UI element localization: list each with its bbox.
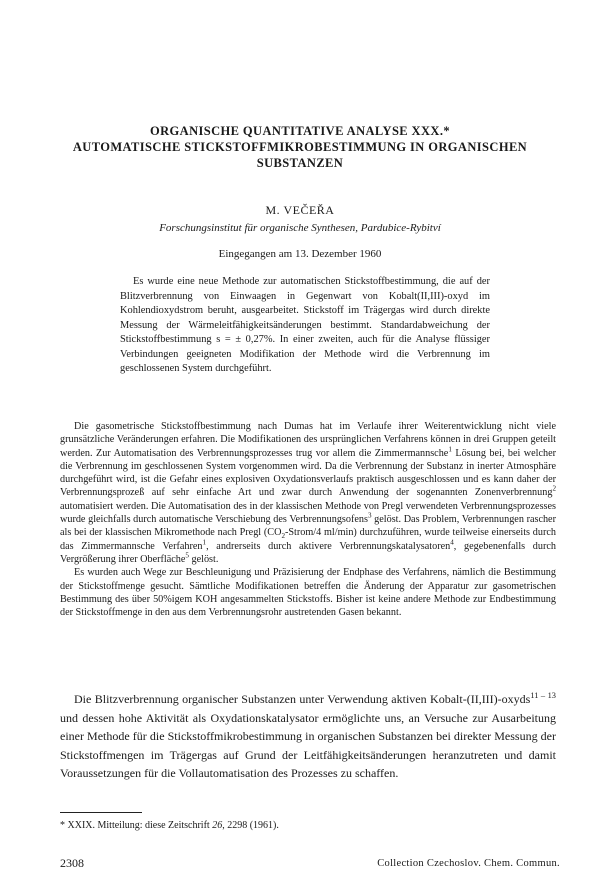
- author: M. VEČEŘA: [265, 203, 335, 217]
- footnote-rule: [60, 812, 142, 813]
- body-large-text: [60, 690, 556, 783]
- abstract: [120, 275, 490, 377]
- paragraph-3: Die Blitzverbrennung organischer Substanzen unter Verwendung aktiven Kobalt-(II,III)-oxyds$^{11 - 13}$ und dessen hohe Aktivität als Oxydationskatalysator ermöglichte uns, an Versuche zur Ausarbeitung einer Methode für die Stickstoffmikrobestimmung in organischen Substanzen bei direkter Messung der Stickstoffmengen im Trägergas auf Grund der Leitfähigkeitsänderungen heranzutreten und damit Voraussetzungen für die Vollautomatisation des Prozesses zu schaffen.: [60, 691, 556, 781]
- received-date: Eingegangen am 13. Dezember 1960: [218, 248, 382, 260]
- paragraph-1: Die gasometrische Stickstoffbestimmung nach Dumas hat im Verlaufe ihrer Weiterentwicklung nicht viele grunsätzliche Veränderungen erfahren. Die Modifikationen des ursprünglichen Verfahrens können in drei Gruppen geteilt werden. Zur Automatisation des Verbrennungsprozesses trug vor allem die Zimmermannsche$^1$ Lösung bei, bei welcher die Verbrennung im geschlossenen System vorgenommen wird. Da die Verbrennung der Substanz in inerter Atmosphäre durchgeführt wird, ist die Gefahr eines explosiven Oxydationsverlaufs praktisch ausgeschlossen und es kann daher der Verbrennungsprozeß auf sehr einfache Art und zwar durch Anwendung der sogenannten Zonenverbrennung$^2$ automatisiert werden. Die Automatisation des in der klassischen Methode von Pregl verwendeten Verbrennungsprozesses wurde gleichfalls durch automatische Verschiebung des Verbrennungsofens$^3$ gelöst. Das Problem, Verbrennungen rascher als bei der klassischen Mikromethode nach Pregl ($CO_2-Strom/4$ ml/min) durchzuführen, wurde teilweise einerseits durch das Zimmermannsche Verfahren$^1$, andrerseits durch aktivere Verbrennungskatalysatoren$^4$, gegebenenfalls durch Vergrößerung ihrer Oberfläche$^5$ gelöst.: [60, 421, 557, 565]
- paragraph-2: Es wurden auch Wege zur Beschleunigung und Präzisierung der Endphase des Verfahrens, nämlich die Bestimmung der Stickstoffmenge gesucht. Sämtliche Modifikationen betreffen die Änderung der Apparatur zur gasometrischen Bestimmung des über 50%igem KOH angesammelten Stickstoffs. Bisher ist keine andere Methode zur Endbestimmung der Stickstoffmenge in den aus dem Verbrennungsrohr austretenden Gasen bekannt.: [60, 567, 556, 619]
- article-title: [40, 123, 560, 171]
- footnote: * XXIX. Mitteilung: diese Zeitschrift 26, 2298 (1961).: [60, 820, 279, 831]
- page-number: 2308: [60, 856, 84, 870]
- journal-name: Collection Czechoslov. Chem. Commun.: [377, 858, 560, 869]
- affiliation: Forschungsinstitut für organische Synthesen, Pardubice-Rybitví: [159, 222, 441, 234]
- body-small-text: [60, 420, 556, 619]
- title-line-1: ORGANISCHE QUANTITATIVE ANALYSE XXX.*: [149, 124, 451, 138]
- title-line-3: SUBSTANZEN: [256, 156, 344, 170]
- title-line-2: AUTOMATISCHE STICKSTOFFMIKROBESTIMMUNG IN ORGANISCHEN: [72, 140, 528, 154]
- abstract-text: Es wurde eine neue Methode zur automatischen Stickstoffbestimmung, die auf der Blitzverbrennung von Einwaagen in Gegenwart von Kobalt(II,III)-oxyd im Kohlendioxydstrom beruht, ausgearbeitet. Stickstoff im Trägergas wird durch direkte Messung der Wärmeleitfähigkeitsänderungen bestimmt. Standardabweichung der Stickstoffbestimmung s = ± 0,27%. In einer zweiten, auch für die Analyse flüssiger Verbindungen geeigneten Modifikation der Methode wird die Verbrennung im geschlossenen System durchgeführt.: [120, 276, 490, 374]
